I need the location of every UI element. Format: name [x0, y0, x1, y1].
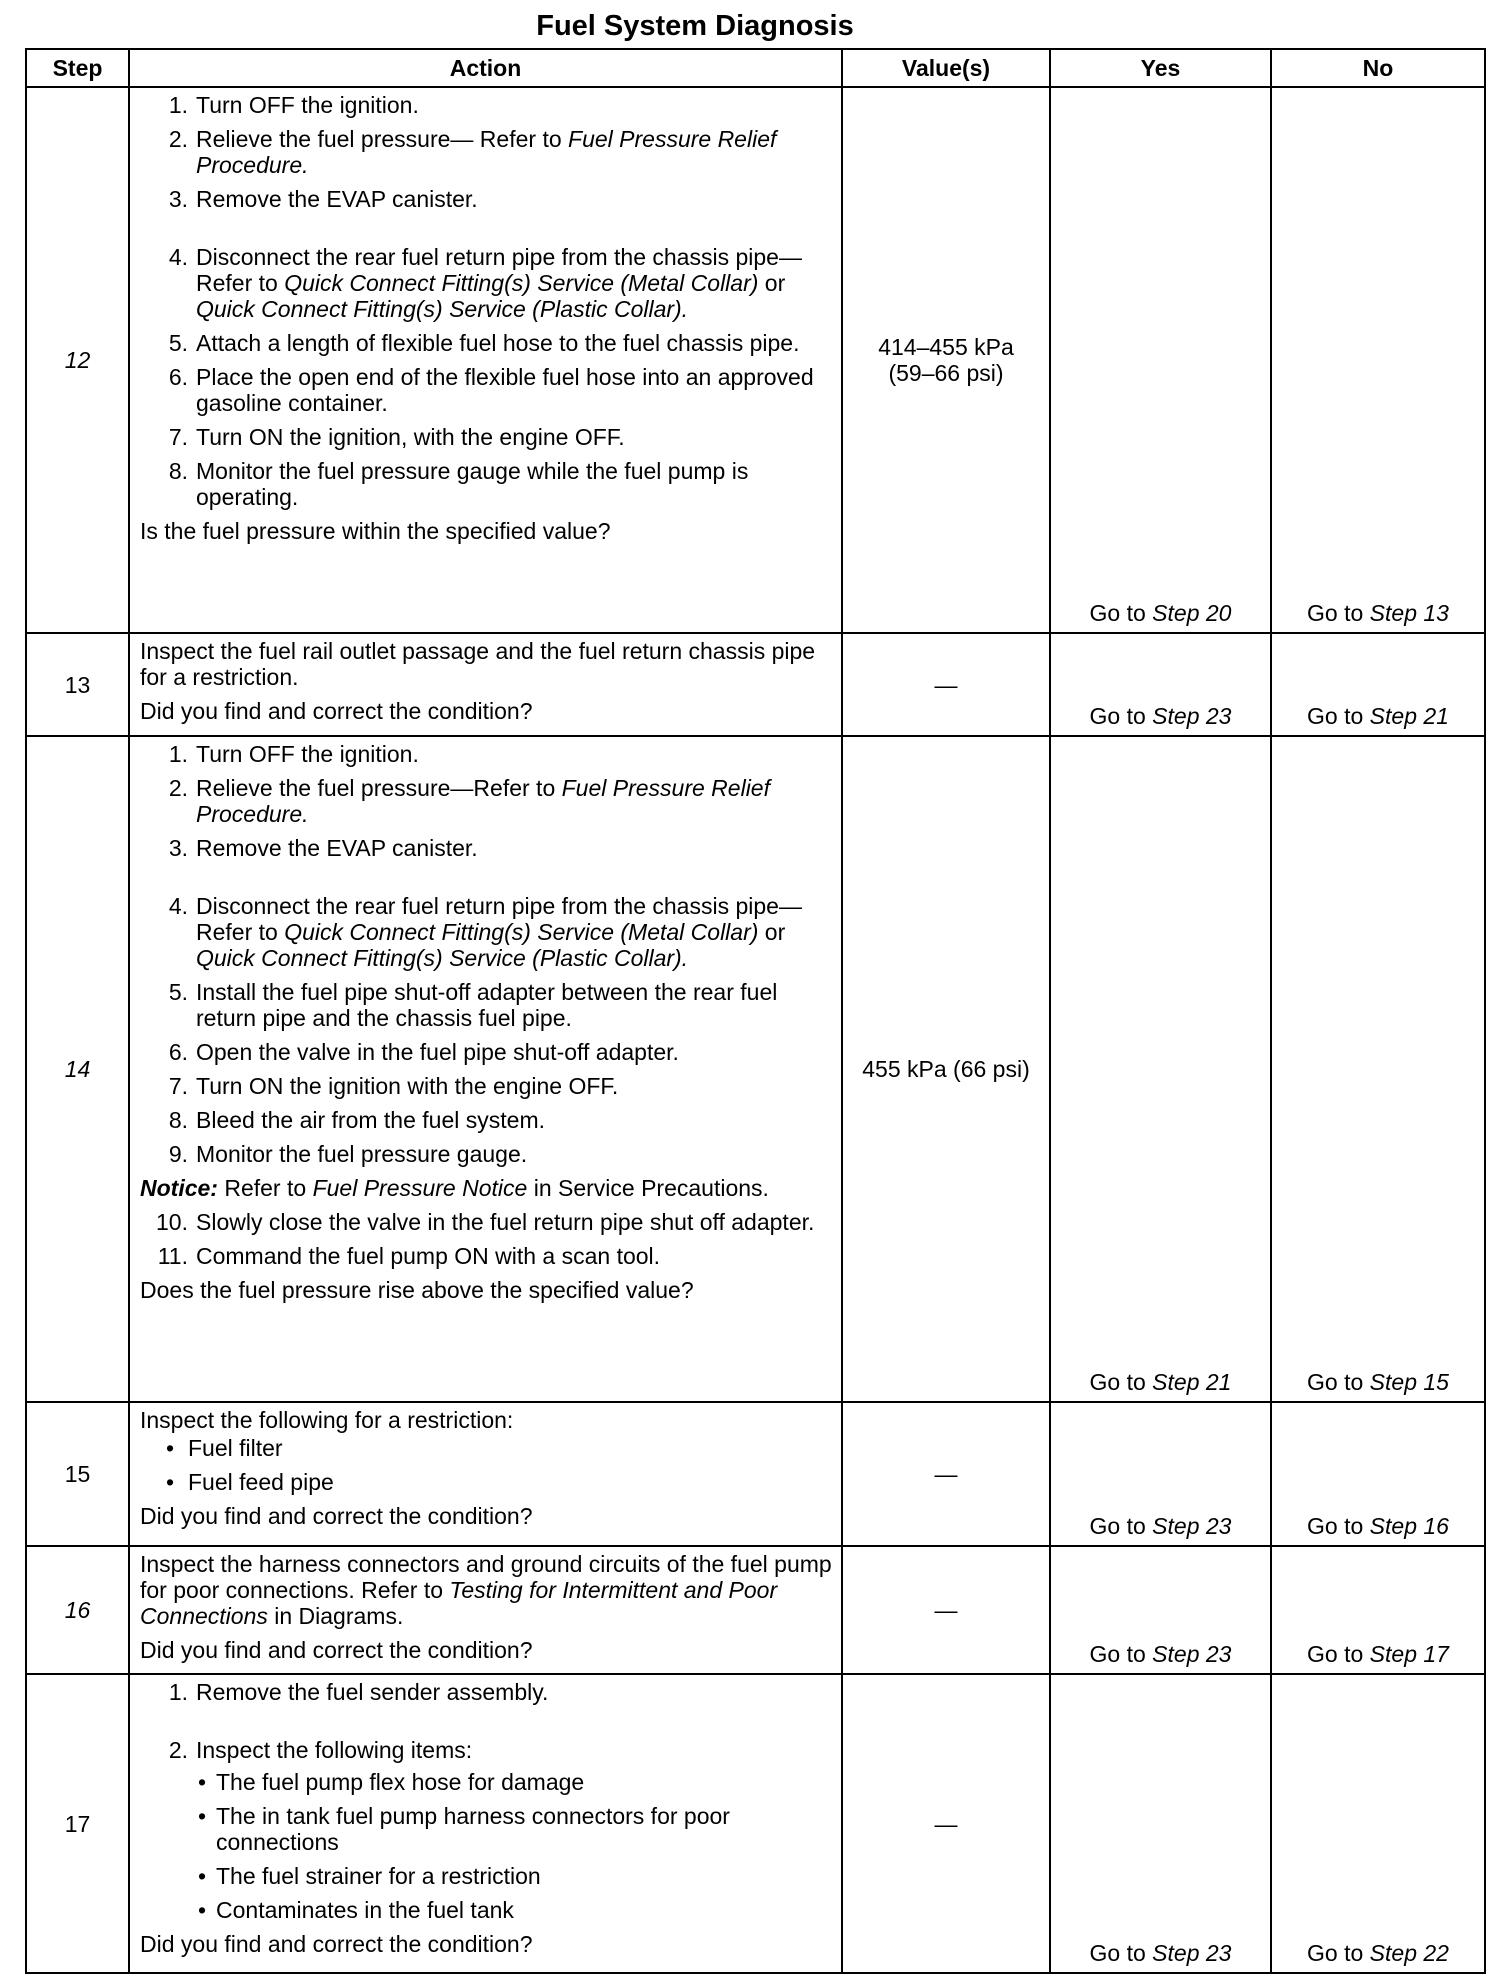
table-row-step-14	[26, 736, 1485, 1402]
list-item: 1. Remove the fuel sender assembly.	[168, 1679, 549, 1705]
table-row-step-13	[26, 633, 1485, 736]
no-link[interactable]: Go to Step 21	[1271, 633, 1485, 736]
list-item: 7. Turn ON the ignition, with the engine OFF.	[168, 424, 625, 450]
question: Is the fuel pressure within the specified value?	[140, 518, 611, 544]
value-cell: 455 kPa (66 psi)	[842, 736, 1050, 1402]
value-cell: —	[842, 1402, 1050, 1546]
header-no: No	[1271, 49, 1485, 87]
list-item: 11. Command the fuel pump ON with a scan tool.	[157, 1243, 661, 1269]
value-cell: —	[842, 1674, 1050, 1973]
header-action: Action	[129, 49, 842, 87]
list-item: • Fuel feed pipe	[140, 1469, 833, 1495]
list-item: 6. Place the open end of the flexible fuel hose into an approved gasoline container.	[168, 364, 814, 416]
no-link[interactable]: Go to Step 22	[1271, 1674, 1485, 1973]
action-cell: Inspect the fuel rail outlet passage and the fuel return chassis pipe for a restriction. Did you find and correct the condition?	[129, 633, 842, 736]
header-values: Value(s)	[842, 49, 1050, 87]
no-link[interactable]: Go to Step 15	[1271, 736, 1485, 1402]
step-number: 13	[26, 633, 129, 736]
value-cell: —	[842, 1546, 1050, 1674]
yes-link[interactable]: Go to Step 23	[1050, 633, 1271, 736]
step-number: 12	[26, 87, 129, 633]
no-link[interactable]: Go to Step 17	[1271, 1546, 1485, 1674]
list-item: 6. Open the valve in the fuel pipe shut-off adapter.	[168, 1039, 679, 1065]
list-item: 2. Relieve the fuel pressure—Refer to Fuel Pressure Relief Procedure.	[168, 775, 770, 827]
page-title: Fuel System Diagnosis	[536, 10, 854, 42]
list-item: 4. Disconnect the rear fuel return pipe from the chassis pipe—Refer to Quick Connect Fitting(s) Service (Metal Collar) or Quick Connect Fitting(s) Service (Plastic Collar).	[168, 893, 802, 971]
yes-link[interactable]: Go to Step 21	[1050, 736, 1271, 1402]
list-item: • The in tank fuel pump harness connectors for poor connections	[196, 1803, 833, 1855]
list-item: 5. Install the fuel pipe shut-off adapter between the rear fuel return pipe and the chassis fuel pipe.	[168, 979, 778, 1031]
list-item: 10. Slowly close the valve in the fuel return pipe shut off adapter.	[156, 1209, 815, 1235]
list-item: 3. Remove the EVAP canister.	[168, 186, 478, 212]
step-number: 17	[26, 1674, 129, 1973]
no-link[interactable]: Go to Step 16	[1271, 1402, 1485, 1546]
list-item: 8. Monitor the fuel pressure gauge while the fuel pump is operating.	[168, 458, 749, 510]
list-item: 8. Bleed the air from the fuel system.	[168, 1107, 545, 1133]
list-item: • Fuel filter	[140, 1435, 833, 1461]
table-row-step-15	[26, 1402, 1485, 1546]
diagnosis-table	[25, 48, 1486, 1974]
notice: Notice: Refer to Fuel Pressure Notice in Service Precautions.	[140, 1175, 769, 1201]
header-step: Step	[26, 49, 129, 87]
step-number: 14	[26, 736, 129, 1402]
question: Does the fuel pressure rise above the specified value?	[140, 1277, 694, 1303]
action-cell	[129, 1674, 842, 1973]
yes-link[interactable]: Go to Step 23	[1050, 1674, 1271, 1973]
action-cell: Inspect the following for a restriction: • Fuel filter • Fuel feed pipe Did you find and correct the condition?	[129, 1402, 842, 1546]
question: Did you find and correct the condition?	[140, 698, 533, 724]
list-item: 3. Remove the EVAP canister.	[168, 835, 478, 861]
action-cell: Inspect the harness connectors and ground circuits of the fuel pump for poor connections. Refer to Testing for Intermittent and Poor Connections in Diagrams. Did you find and correct the condition?	[129, 1546, 842, 1674]
table-row-step-12	[26, 87, 1485, 633]
list-item: 2. Inspect the following items: • The fuel pump flex hose for damage • The in tank fuel pump harness connectors for poor connections • The fuel strainer for a restriction • Contaminates in the fuel tank	[140, 1737, 833, 1923]
value-cell: —	[842, 633, 1050, 736]
list-item: • The fuel pump flex hose for damage	[196, 1769, 833, 1795]
list-item: • The fuel strainer for a restriction	[196, 1863, 833, 1889]
question: Did you find and correct the condition?	[140, 1931, 533, 1957]
list-item: • Contaminates in the fuel tank	[196, 1897, 833, 1923]
list-item: 5. Attach a length of flexible fuel hose to the fuel chassis pipe.	[168, 330, 800, 356]
header-yes: Yes	[1050, 49, 1271, 87]
list-item: 2. Relieve the fuel pressure— Refer to Fuel Pressure Relief Procedure.	[168, 126, 777, 178]
step-number: 16	[26, 1546, 129, 1674]
header-row	[26, 49, 1485, 87]
value-cell: 414–455 kPa (59–66 psi)	[842, 87, 1050, 633]
list-item: 1. Turn OFF the ignition.	[168, 741, 419, 767]
yes-link[interactable]: Go to Step 23	[1050, 1546, 1271, 1674]
step-number: 15	[26, 1402, 129, 1546]
list-item: 1. Turn OFF the ignition.	[168, 92, 419, 118]
list-item: 7. Turn ON the ignition with the engine OFF.	[168, 1073, 619, 1099]
action-cell	[129, 736, 842, 1402]
table-row-step-17	[26, 1674, 1485, 1973]
list-item: 9. Monitor the fuel pressure gauge.	[168, 1141, 528, 1167]
question: Did you find and correct the condition?	[140, 1503, 533, 1529]
no-link[interactable]: Go to Step 13	[1271, 87, 1485, 633]
yes-link[interactable]: Go to Step 20	[1050, 87, 1271, 633]
question: Did you find and correct the condition?	[140, 1637, 533, 1663]
list-item: 4. Disconnect the rear fuel return pipe from the chassis pipe—Refer to Quick Connect Fitting(s) Service (Metal Collar) or Quick Connect Fitting(s) Service (Plastic Collar).	[168, 244, 802, 322]
yes-link[interactable]: Go to Step 23	[1050, 1402, 1271, 1546]
table-row-step-16	[26, 1546, 1485, 1674]
action-cell	[129, 87, 842, 633]
